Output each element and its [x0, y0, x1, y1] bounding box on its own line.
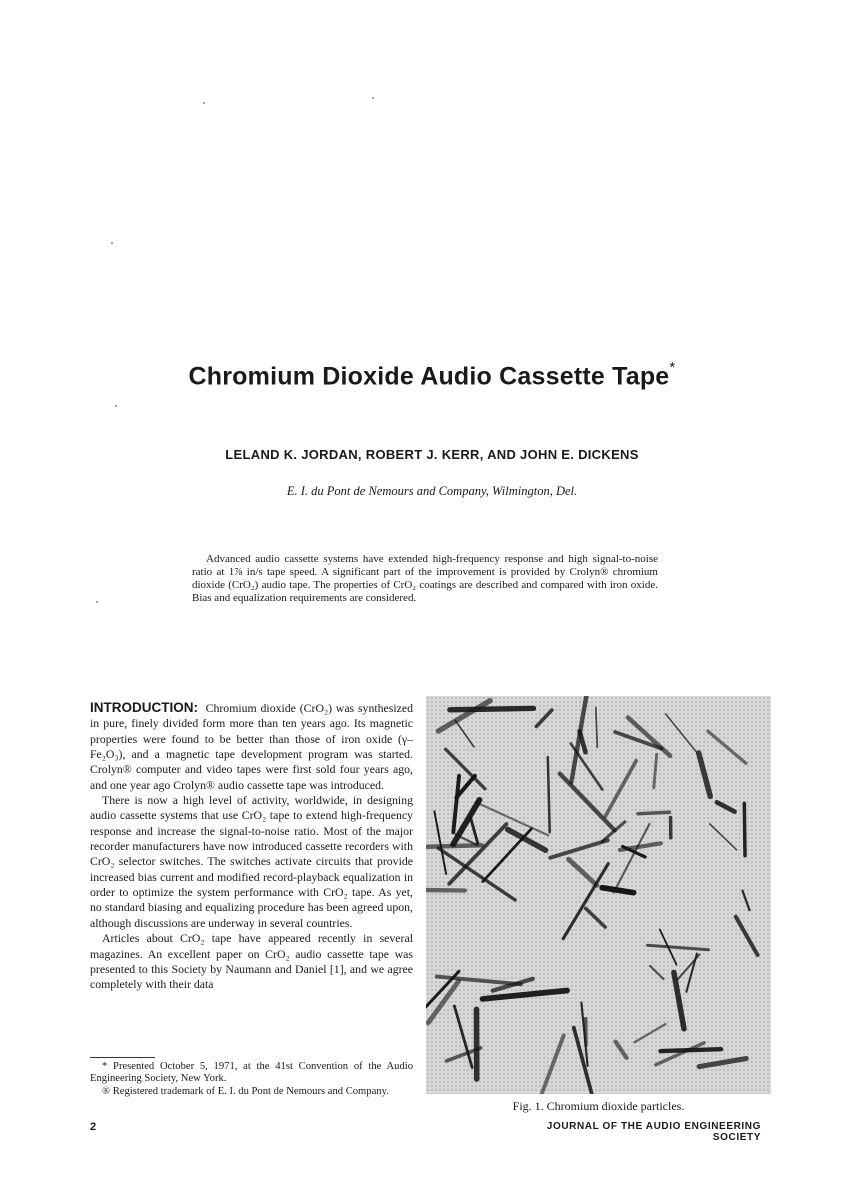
body-paragraph: Articles about CrO₂ tape have appeared recently in several magazines. An excellent paper on CrO₂ audio cassette tape was presented to this Society by Naumann and Daniel [1], and we agree completely with their data: [90, 931, 413, 992]
intro-paragraph: [90, 700, 413, 793]
page-number: 2: [90, 1121, 97, 1133]
scan-speck: [372, 97, 374, 99]
abstract: Advanced audio cassette systems have extended high-frequency response and high signal-to-noise ratio at 1⅞ in/s tape speed. A significant part of the improvement is provided by Crolyn® chromium dioxide (CrO₂) audio tape. The properties of CrO₂ coatings are described and compared with iron oxide. Bias and equalization requirements are considered.: [192, 553, 658, 604]
intro-paragraph-text: Chromium dioxide (CrO₂) was synthesized in pure, finely divided form more than ten years ago. Its magnetic properties were found to be better than those of iron oxide (γ–Fe₂O₃), and a magnetic tape development program was started. Crolyn® computer and video tapes were first sold four years ago, and one year ago Crolyn® audio cassette tape was introduced.: [90, 701, 413, 792]
paper-title: [0, 359, 864, 391]
particle-needle: [426, 890, 465, 891]
footnote-presented: * Presented October 5, 1971, at the 41st Convention of the Audio Engineering Society, New York.: [90, 1061, 413, 1085]
title-footnote-mark: *: [669, 359, 676, 376]
affiliation: E. I. du Pont de Nemours and Company, Wilmington, Del.: [286, 484, 578, 498]
scan-speck: [96, 601, 98, 603]
footnotes: [90, 1061, 413, 1098]
particle-needle: [638, 812, 669, 813]
title-text: Chromium Dioxide Audio Cassette Tape: [188, 362, 670, 391]
journal-name: JOURNAL OF THE AUDIO ENGINEERING SOCIETY: [546, 1121, 761, 1143]
particle-needle: [744, 803, 745, 855]
scan-speck: [111, 242, 113, 244]
scan-speck: [203, 102, 205, 104]
body-column: [90, 700, 413, 993]
particle-needle: [450, 708, 534, 709]
figure-chromium-dioxide-particles: [426, 696, 771, 1094]
footnote-trademark: ® Registered trademark of E. I. du Pont de Nemours and Company.: [102, 1085, 389, 1097]
particle-micrograph: [426, 696, 771, 1094]
body-paragraph: There is now a high level of activity, worldwide, in designing audio cassette systems that use CrO₂ tape to extend high-frequency response and increase the signal-to-noise ratio. Most of the major recorder manufacturers have now introduced cassette recorders with CrO₂ selector switches. The switches activate circuits that provide increased bias current and modified record-playback equalization in order to optimize the system performance with CrO₂ tape. As yet, no standard biasing and equalizing procedure has been agreed upon, although discussions are underway in several countries.: [90, 793, 413, 930]
intro-heading: INTRODUCTION:: [90, 700, 198, 715]
scan-speck: [115, 405, 117, 407]
figure-caption: Fig. 1. Chromium dioxide particles.: [512, 1099, 685, 1113]
footnote-rule: [90, 1057, 155, 1058]
authors: LELAND K. JORDAN, ROBERT J. KERR, AND JOHN E. DICKENS: [225, 447, 639, 462]
